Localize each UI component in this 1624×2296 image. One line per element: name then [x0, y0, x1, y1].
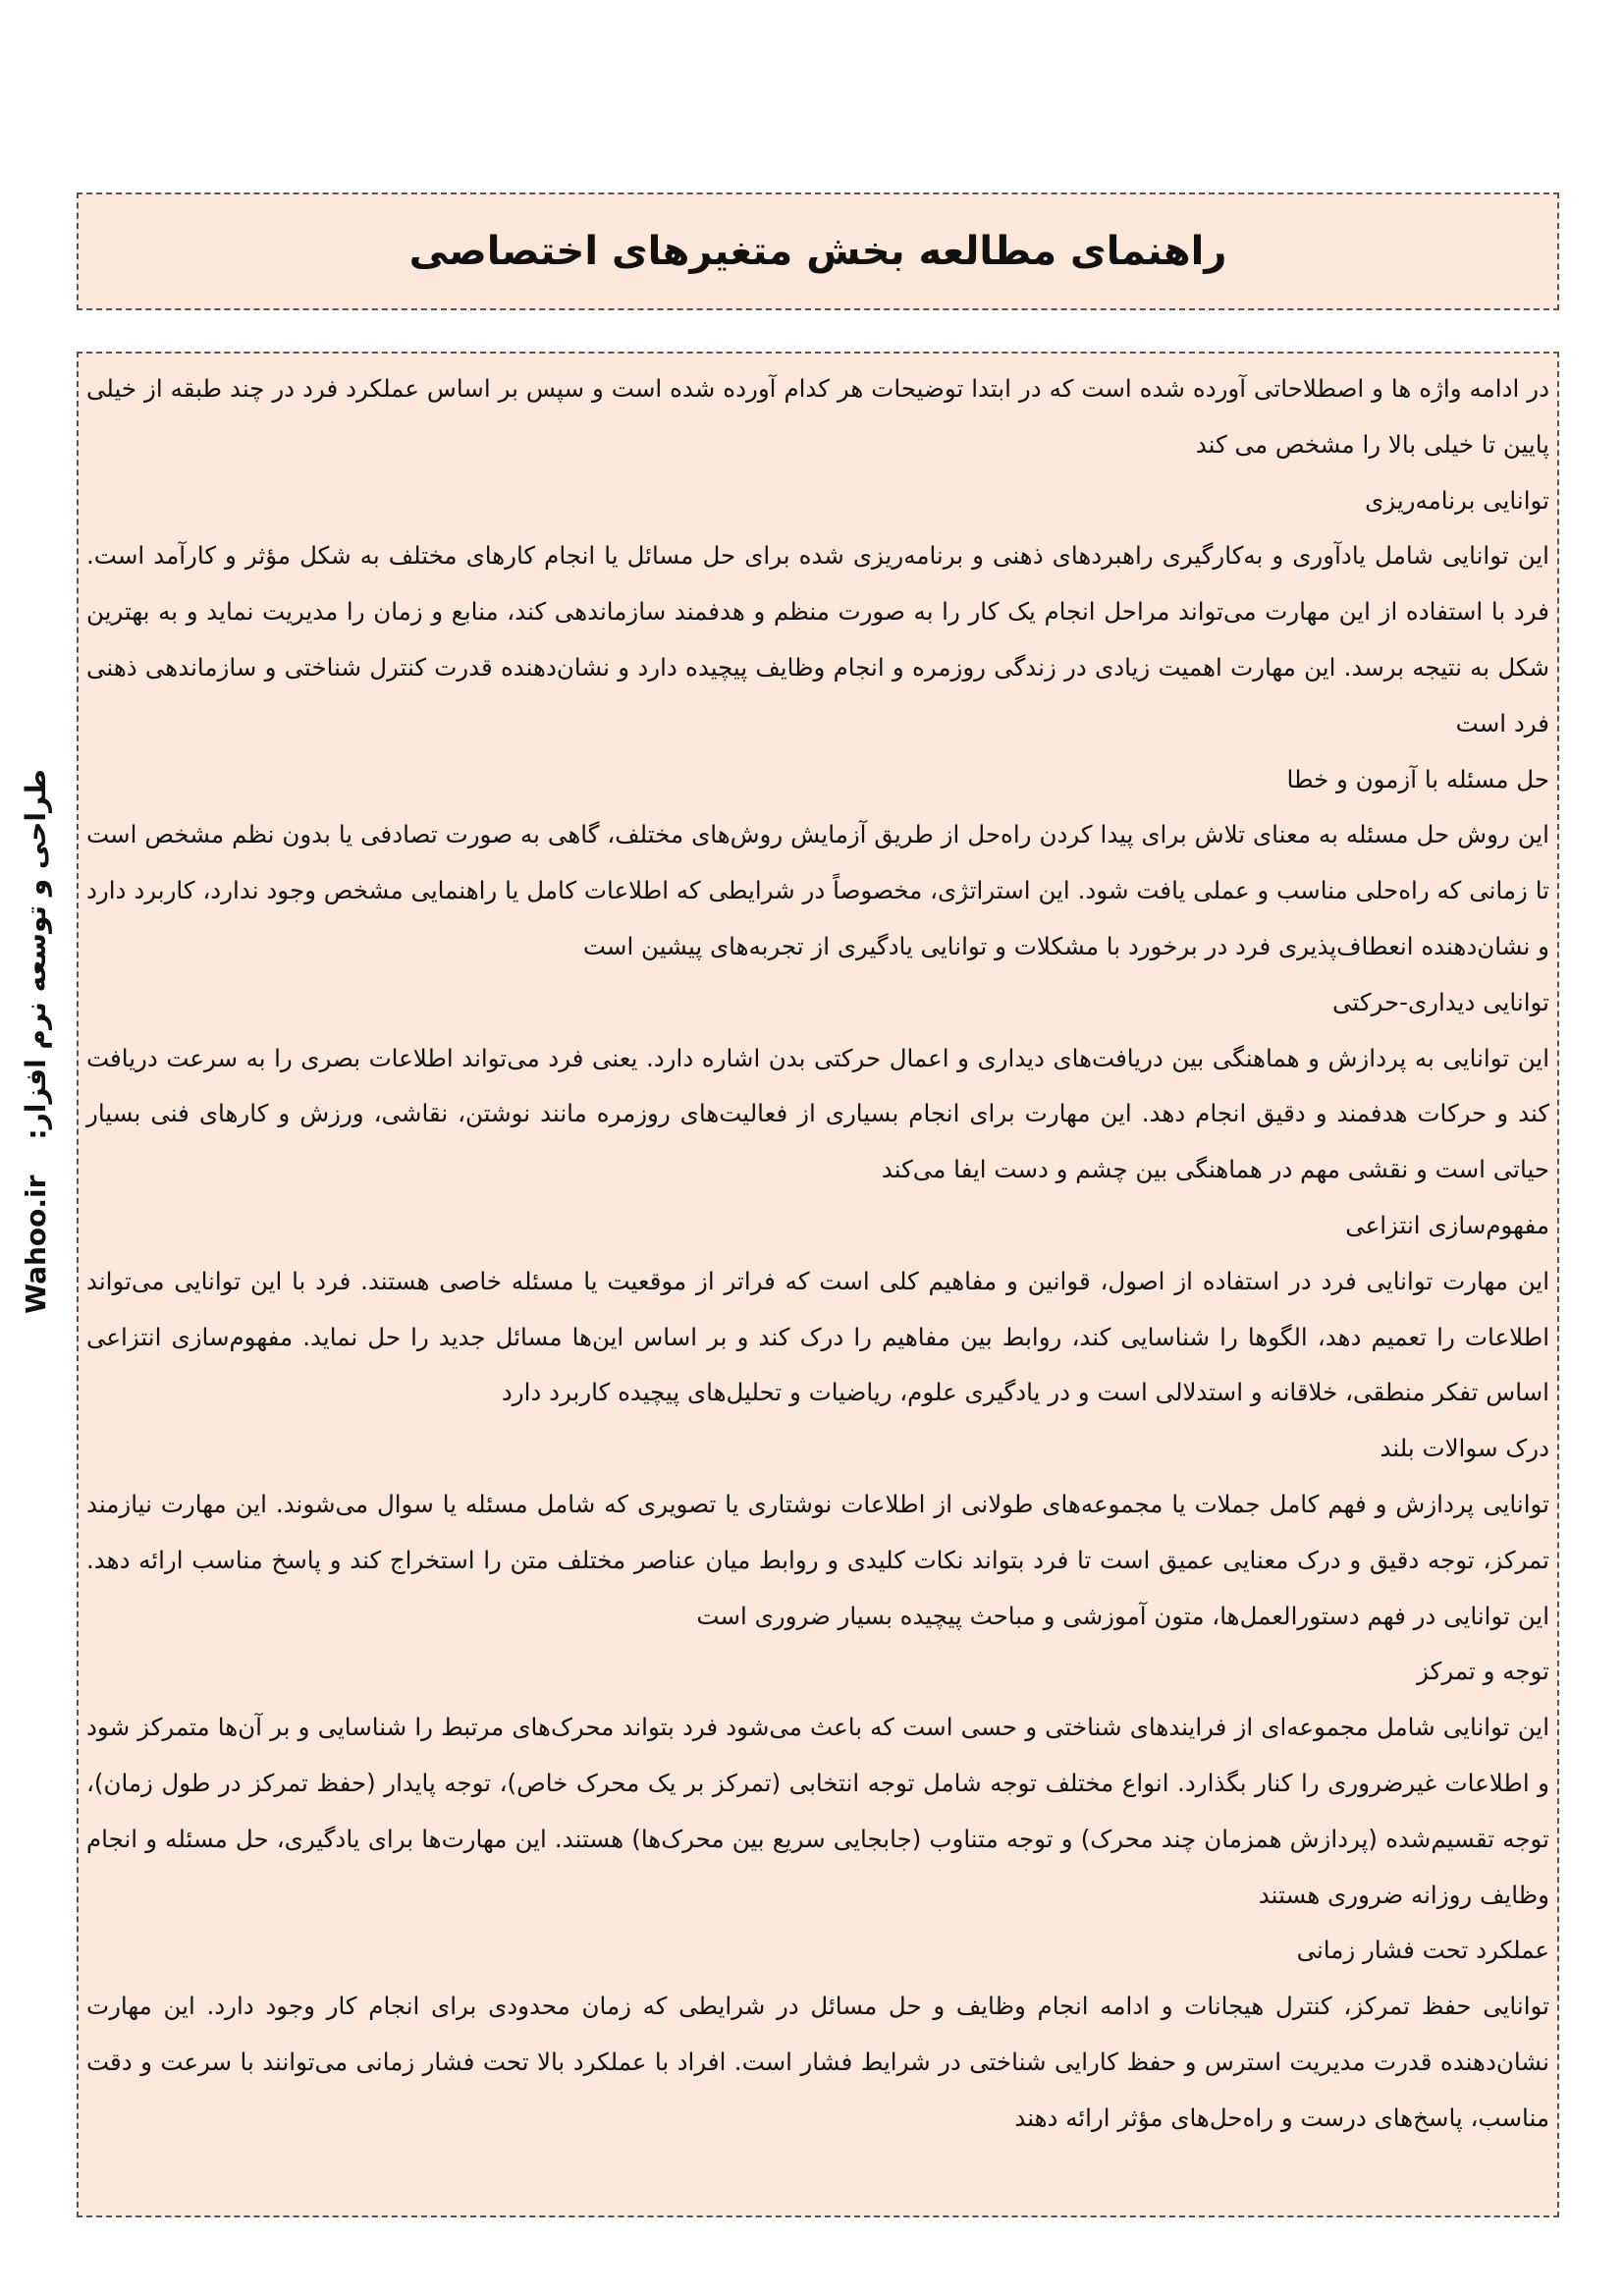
section-heading: درک سوالات بلند	[1380, 1434, 1549, 1463]
section-heading: حل مسئله با آزمون و خطا	[1286, 764, 1549, 793]
section-body: این توانایی شامل مجموعه‌ای از فرایندهای شناختی و حسی است که باعث می‌شود فرد بتواند محرک‌های مرتبط را شناسایی و بر آن‌ها متمرکز شود و اطلاعات غیرضروری را کنار بگذارد. انواع مختلف توجه شامل توجه انتخابی (تمرکز بر یک محرک خاص)، توجه پایدار (حفظ تمرکز در طول زمان)، توجه تقسیم‌شده (پردازش همزمان چند محرک) و توجه متناوب (جابجایی سریع بین محرک‌ها) هستند. این مهارت‌ها برای یادگیری، حل مسئله و انجام وظایف روزانه ضروری هستند	[86, 1713, 1549, 1909]
content-box	[77, 352, 1559, 2217]
credit-site: Wahoo.ir	[19, 1175, 52, 1314]
credit-label: طراحی و توسعه نرم افزار:	[19, 768, 52, 1140]
intro-paragraph: در ادامه واژه ها و اصطلاحاتی آورده شده است که در ابتدا توضیحات هر کدام آورده شده است و سپس بر اساس عملکرد فرد در چند طبقه از خیلی پایین تا خیلی بالا را مشخص می کند	[86, 374, 1549, 459]
section-heading: توانایی برنامه‌ریزی	[1365, 485, 1549, 515]
section-heading: توانایی دیداری-حرکتی	[1332, 987, 1549, 1016]
section-body: توانایی پردازش و فهم کامل جملات یا مجموعه‌های طولانی از اطلاعات نوشتاری یا تصویری که شامل مسئله یا سوال می‌شوند. این مهارت نیازمند تمرکز، توجه دقیق و درک معنایی عمیق است تا فرد بتواند نکات کلیدی و روابط میان عناصر مختلف متن را استخراج کند و پاسخ مناسب ارائه دهد. این توانایی در فهم دستورالعمل‌ها، متون آموزشی و مباحث پیچیده بسیار ضروری است	[86, 1489, 1549, 1630]
section-body: این توانایی شامل یادآوری و به‌کارگیری راهبردهای ذهنی و برنامه‌ریزی شده برای حل مسائل یا انجام کارهای مختلف به شکل مؤثر و کارآمد است. فرد با استفاده از این مهارت می‌تواند مراحل انجام یک کار را به صورت منظم و هدفمند سازماندهی کند، منابع و زمان را مدیریت نماید و به بهترین شکل به نتیجه برسد. این مهارت اهمیت زیادی در زندگی روزمره و انجام وظایف پیچیده دارد و نشان‌دهنده قدرت کنترل شناختی و سازماندهی ذهنی فرد است	[86, 541, 1549, 738]
section-heading: عملکرد تحت فشار زمانی	[1296, 1936, 1549, 1965]
page-title: راهنمای مطالعه بخش متغیرهای اختصاصی	[408, 229, 1227, 274]
title-box	[77, 192, 1559, 310]
section-body: توانایی حفظ تمرکز، کنترل هیجانات و ادامه انجام وظایف و حل مسائل در شرایطی که زمان محدودی برای انجام کار وجود دارد. این مهارت نشان‌دهنده قدرت مدیریت استرس و حفظ کارایی شناختی در شرایط فشار است. افراد با عملکرد بالا تحت فشار زمانی می‌توانند با سرعت و دقت مناسب، پاسخ‌های درست و راه‌حل‌های مؤثر ارائه دهند	[86, 1992, 1549, 2132]
section-body: این مهارت توانایی فرد در استفاده از اصول، قوانین و مفاهیم کلی است که فراتر از موقعیت یا مسئله خاصی هستند. فرد با این توانایی می‌تواند اطلاعات را تعمیم دهد، الگوها را شناسایی کند، روابط بین مفاهیم را درک کند و بر اساس این‌ها مسائل جدید را حل نماید. مفهوم‌سازی انتزاعی اساس تفکر منطقی، خلاقانه و استدلالی است و در یادگیری علوم، ریاضیات و تحلیل‌های پیچیده کاربرد دارد	[86, 1266, 1549, 1407]
side-credit	[6, 766, 65, 1316]
section-heading: توجه و تمرکز	[1417, 1657, 1549, 1686]
section-body: این روش حل مسئله به معنای تلاش برای پیدا کردن راه‌حل از طریق آزمایش روش‌های مختلف، گاهی به صورت تصادفی یا بدون نظم مشخص است تا زمانی که راه‌حلی مناسب و عملی یافت شود. این استراتژی، مخصوصاً در شرایطی که اطلاعات کامل یا راهنمایی مشخص وجود ندارد، کاربرد دارد و نشان‌دهنده انعطاف‌پذیری فرد در برخورد با مشکلات و توانایی یادگیری از تجربه‌های پیشین است	[86, 820, 1549, 960]
section-body: این توانایی به پردازش و هماهنگی بین دریافت‌های دیداری و اعمال حرکتی بدن اشاره دارد. یعنی فرد می‌تواند اطلاعات بصری را به سرعت دریافت کند و حرکات هدفمند و دقیق انجام دهد. این مهارت برای انجام بسیاری از فعالیت‌های روزمره مانند نوشتن، نقاشی، ورزش و کارهای فنی بسیار حیاتی است و نقشی مهم در هماهنگی بین چشم و دست ایفا می‌کند	[86, 1043, 1549, 1184]
section-heading: مفهوم‌سازی انتزاعی	[1345, 1210, 1549, 1239]
